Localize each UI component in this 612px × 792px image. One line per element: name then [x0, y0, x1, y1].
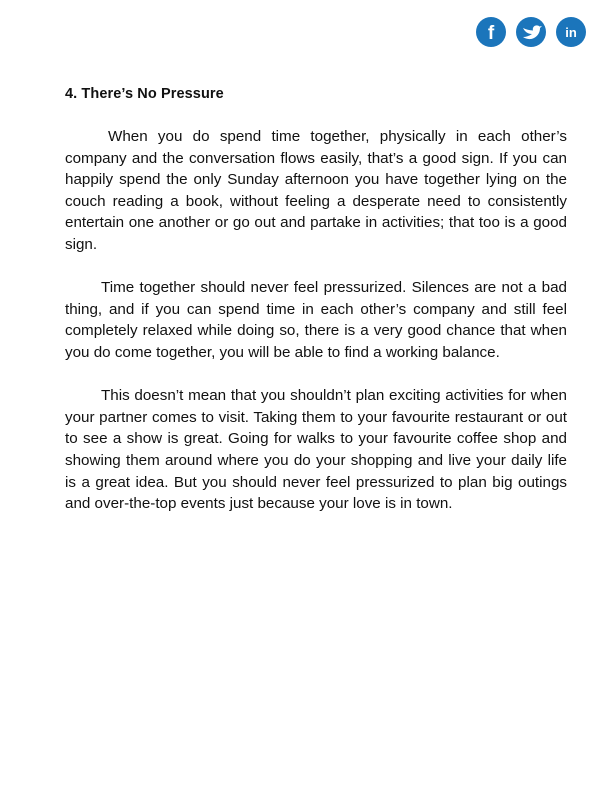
twitter-icon: [516, 17, 546, 47]
linkedin-button[interactable]: [556, 17, 586, 47]
svg-text:f: f: [487, 23, 495, 44]
facebook-icon: [476, 17, 506, 47]
svg-text:in: in: [565, 25, 577, 40]
section-heading: 4. There’s No Pressure: [65, 86, 224, 102]
social-share-bar: [476, 17, 586, 47]
paragraph: Time together should never feel pressurized. Silences are not a bad thing, and if you can spend time in each other’s company and still feel completely relaxed while doing so, there is a very good chance that when you do come together, you will be able to find a working balance.: [65, 279, 567, 361]
twitter-button[interactable]: [516, 17, 546, 47]
paragraph: This doesn’t mean that you shouldn’t plan exciting activities for when your partner comes to visit. Taking them to your favourite restaurant or out to see a show is great. Going for walks to your favourite coffee shop and showing them around where you do your shopping and live your daily life is a great idea. But you should never feel pressurized to plan big outings and over-the-top events just because your love is in town.: [65, 387, 567, 513]
facebook-button[interactable]: [476, 17, 506, 47]
section-body: [65, 126, 567, 536]
paragraph: When you do spend time together, physically in each other’s company and the conversation flows easily, that’s a good sign. If you can happily spend the only Sunday afternoon you have together lying on the couch reading a book, without feeling a desperate need to consistently entertain one another or go out and partake in activities; that too is a good sign.: [65, 128, 567, 253]
linkedin-icon: [556, 17, 586, 47]
